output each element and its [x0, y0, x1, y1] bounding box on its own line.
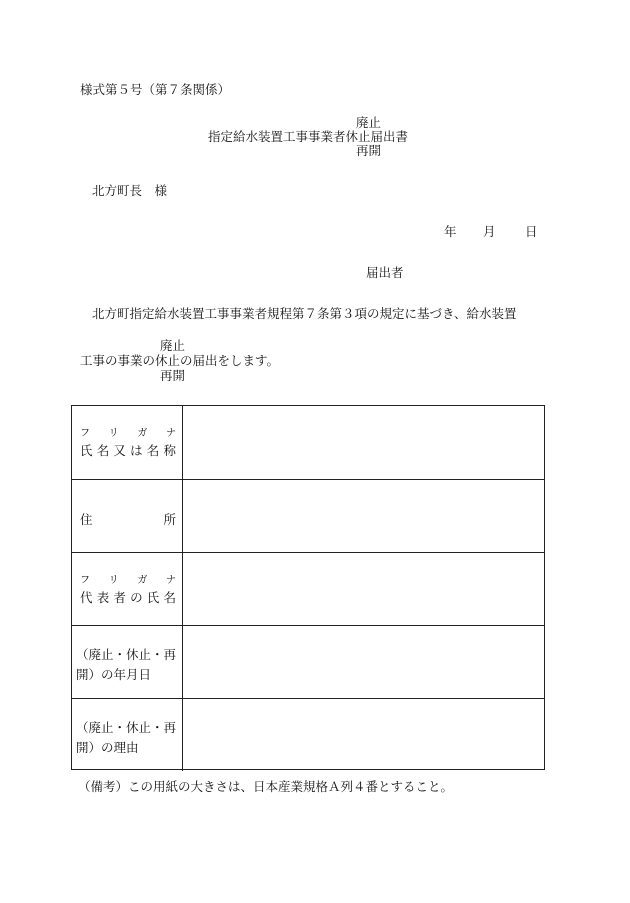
footnote: （備考）この用紙の大きさは、日本産業規格Ａ列４番とすること。 — [78, 779, 454, 794]
row-reason-label-cell — [72, 699, 183, 771]
date-month-label: 月 — [483, 224, 496, 239]
row-date-label-cell — [72, 626, 183, 698]
name-label: 氏 名 又 は 名 称 — [80, 443, 176, 458]
date-label-line1: （廃止・休止・再 — [76, 647, 177, 662]
date-field[interactable] — [183, 626, 544, 698]
row-name-label-cell — [72, 406, 183, 479]
body-option-abolish: 廃止 — [160, 338, 186, 353]
body-text-line1: 北方町指定給水装置工事事業者規程第７条第３項の規定に基づき、給水装置 — [92, 306, 517, 321]
reason-label-line1: （廃止・休止・再 — [76, 720, 177, 735]
row-address — [72, 479, 544, 552]
address-label: 住 所 — [80, 512, 176, 527]
title-option-resume: 再開 — [356, 143, 382, 158]
row-reason — [72, 698, 544, 771]
furigana-label: フ リ ガ ナ — [80, 428, 176, 439]
furigana-label: フ リ ガ ナ — [80, 575, 176, 586]
representative-name-label: 代 表 者 の 氏 名 — [80, 590, 176, 605]
row-representative — [72, 552, 544, 625]
row-name — [72, 406, 544, 479]
notifier-label: 届出者 — [366, 265, 404, 280]
notification-form-table — [71, 405, 545, 770]
date-label-line2: 開）の年月日 — [76, 667, 152, 682]
address-field[interactable] — [183, 480, 544, 552]
name-field[interactable] — [183, 406, 544, 479]
row-date — [72, 625, 544, 698]
form-number: 様式第５号（第７条関係） — [80, 82, 231, 97]
reason-field[interactable] — [183, 699, 544, 771]
title-option-abolish: 廃止 — [356, 115, 382, 130]
date-year-label: 年 — [444, 224, 457, 239]
page-title: 指定給水装置工事事業者休止届出書 — [208, 129, 409, 144]
body-text-line2: 工事の事業の休止の届出をします。 — [80, 353, 280, 368]
date-day-label: 日 — [525, 224, 538, 239]
reason-label-line2: 開）の理由 — [76, 740, 139, 755]
representative-name-field[interactable] — [183, 553, 544, 625]
row-address-label-cell — [72, 480, 183, 552]
body-option-resume: 再開 — [160, 368, 186, 383]
row-representative-label-cell — [72, 553, 183, 625]
addressee: 北方町長 様 — [92, 183, 168, 198]
